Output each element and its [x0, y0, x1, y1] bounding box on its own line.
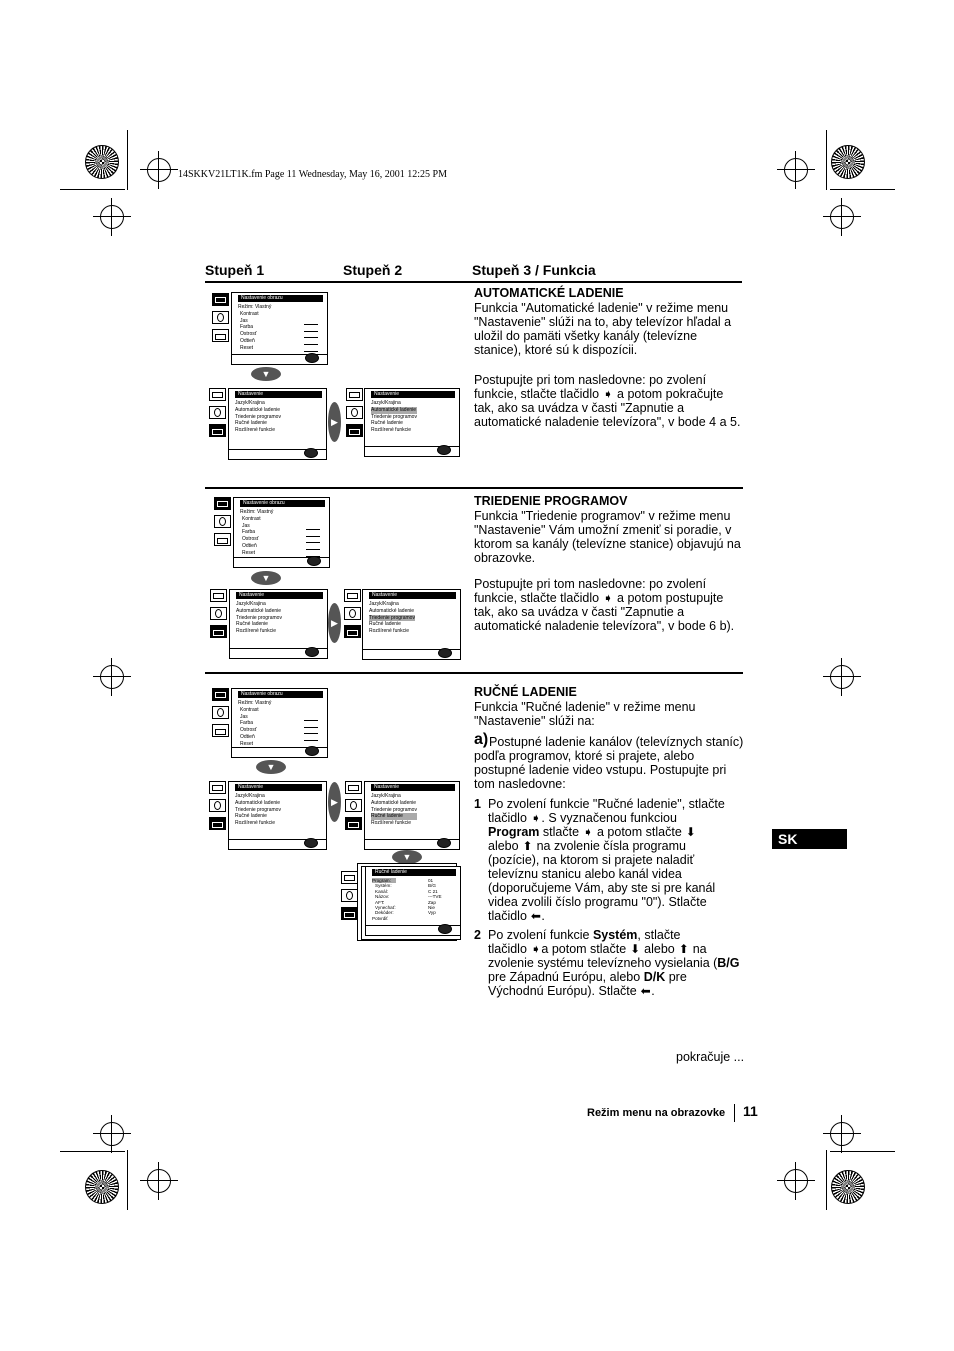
picture-icon: [346, 388, 363, 401]
picture-icon: [212, 293, 229, 306]
right-arrow-icon: ➧: [603, 387, 614, 401]
menu-item: Kanál:: [375, 888, 389, 894]
menu-items: [369, 601, 415, 635]
ok-button-icon: [305, 746, 319, 756]
crop-mark-icon: [60, 189, 125, 190]
ok-button-icon: [305, 353, 319, 363]
clock-icon: [210, 607, 227, 620]
menu-value: Zap: [428, 899, 436, 905]
menu-item: Automatické ladenie: [236, 607, 282, 614]
menu-item: Režim: Vlastný: [240, 509, 274, 515]
column-step2: Stupeň 2: [343, 262, 403, 278]
crop-mark-icon: [830, 1151, 895, 1152]
menu-title: Nastavenie: [371, 784, 455, 791]
ok-button-icon: [438, 924, 452, 934]
menu-item: Kontrast: [240, 310, 259, 317]
print-starburst-mark: [85, 1170, 119, 1204]
menu-item: Kontrast: [240, 706, 259, 713]
text-line: pre Západnú Európu, alebo D/K pre: [488, 970, 687, 984]
menu-items: [240, 509, 273, 557]
continued-note: pokračuje ...: [676, 1050, 745, 1064]
language-tab: SK: [772, 829, 847, 849]
down-arrow-icon: ▼: [251, 571, 281, 585]
slider-column: [304, 318, 318, 352]
toolbox-icon: [210, 625, 227, 638]
right-arrow-icon: ➧: [603, 591, 614, 605]
menu-items: [235, 400, 281, 434]
menu-item: Jazyk/Krajina: [236, 601, 266, 607]
item-a-text: Postupné ladenie kanálov (televíznych staníc) podľa programov, ktoré si prajete, alebo postupné ladenie video vstupu. Postupujte pri tom nasledovne:: [474, 735, 744, 791]
registration-mark-icon: [100, 665, 124, 689]
menu-item: Automatické ladenie: [235, 406, 281, 413]
footer-section-title: Režim menu na obrazovke: [587, 1107, 726, 1119]
picture-icon: [345, 781, 362, 794]
menu-item: Automatické ladenie: [371, 799, 417, 806]
text-line: Po zvolení funkcie "Ručné ladenie", stlačte: [488, 797, 725, 811]
crop-mark-icon: [127, 1150, 128, 1210]
menu-value: Vyp: [428, 910, 436, 916]
toolbox-icon: [344, 625, 361, 638]
toolbox-icon: [212, 724, 229, 737]
slider-column: [306, 523, 320, 557]
picture-settings-menu: [233, 497, 330, 568]
text: Postupujte pri tom nasledovne: po zvolení funkcie, stlačte tlačidlo: [474, 373, 707, 401]
menu-icon-column: [209, 388, 226, 442]
ok-button-icon: [438, 648, 452, 658]
setup-menu: [229, 589, 328, 659]
menu-item: Ručné ladenie: [235, 420, 267, 427]
text-line: zvolenie systému televízneho vysielania (B/G: [488, 956, 740, 970]
left-arrow-icon: ⬅: [640, 984, 651, 998]
menu-values: [428, 878, 442, 916]
menu-item: Jazyk/Krajina: [371, 793, 401, 799]
picture-icon: [210, 589, 227, 602]
down-arrow-icon: ▼: [256, 760, 286, 774]
right-arrow-icon: ➧: [582, 825, 594, 839]
menu-item: Triedenie programov: [371, 413, 417, 420]
menu-item: Odtieň: [242, 542, 257, 549]
manual-tuning-menu: [365, 866, 461, 936]
menu-icon-column: [344, 589, 361, 643]
menu-items: [235, 793, 281, 827]
menu-icon-column: [346, 388, 363, 442]
menu-title: Nastavenie: [236, 592, 323, 599]
menu-value: 01: [428, 878, 434, 883]
menu-item: Rozšírené funkcie: [235, 820, 276, 827]
menu-item: Systém:: [375, 883, 392, 889]
right-arrow-icon: ▶: [328, 402, 341, 442]
setup-menu-selected: [364, 781, 460, 850]
text-line: tlačidlo ⬅.: [488, 909, 545, 923]
menu-title: Nastavenie obrazu: [238, 691, 323, 698]
menu-item: Režim: Vlastný: [238, 304, 272, 310]
footer-divider: [734, 1104, 735, 1122]
menu-item: Rozšírené funkcie: [371, 820, 412, 827]
toolbox-icon: [209, 817, 226, 830]
menu-item: Rozšírené funkcie: [371, 427, 412, 434]
menu-item: Jazyk/Krajina: [235, 793, 265, 799]
clock-icon: [344, 607, 361, 620]
toolbox-icon: [209, 424, 226, 437]
divider: [205, 672, 743, 674]
menu-item: Ostrosť: [242, 536, 259, 543]
menu-item: Odtieň: [240, 337, 255, 344]
menu-icon-column: [209, 781, 226, 835]
toolbox-icon: [212, 329, 229, 342]
toolbox-icon: [214, 533, 231, 546]
text-block: (pozície), na ktorom si prajete naladiť televíznu stanicu alebo kanál videa (doporučujeme Vám, aby ste si pre kanál videa zvolili číslo programu "0"). Stlačte: [488, 853, 716, 909]
print-starburst-mark: [85, 145, 119, 179]
text-line: alebo ⬆ na zvolenie čísla programu: [488, 839, 686, 853]
menu-value: B/G: [428, 883, 436, 889]
picture-icon: [209, 388, 226, 401]
registration-mark-icon: [784, 1169, 808, 1193]
crop-mark-icon: [60, 1151, 125, 1152]
menu-item: Ostrosť: [240, 331, 257, 338]
picture-icon: [214, 497, 231, 510]
clock-icon: [212, 311, 229, 324]
menu-item: AFT:: [375, 899, 385, 905]
menu-items: [371, 793, 417, 827]
menu-item: Ručné ladenie: [236, 621, 268, 628]
step-number: 2: [474, 928, 481, 942]
menu-value: Nie: [428, 905, 435, 911]
menu-title: Nastavenie obrazu: [240, 500, 325, 507]
text-line: Program stlačte ➧ a potom stlačte ⬇: [488, 825, 696, 839]
up-arrow-icon: ⬆: [522, 839, 533, 853]
section-title-program-sorting: TRIEDENIE PROGRAMOV: [474, 494, 628, 508]
step-number: 1: [474, 797, 481, 811]
registration-mark-icon: [100, 205, 124, 229]
section-title-auto-tuning: AUTOMATICKÉ LADENIE: [474, 286, 624, 300]
text-line: tlačidlo ➧. S vyznačenou funkciou: [488, 811, 677, 825]
menu-item: Rozšírené funkcie: [235, 427, 276, 434]
ok-button-icon: [304, 838, 318, 848]
menu-value: C 21: [428, 888, 438, 894]
ok-button-icon: [304, 448, 318, 458]
menu-item: Ručné ladenie: [369, 621, 401, 628]
menu-item: Reset: [242, 549, 256, 556]
menu-item: Názov:: [375, 894, 390, 900]
right-arrow-icon: ▶: [328, 603, 341, 643]
picture-settings-menu: [231, 292, 328, 365]
down-arrow-icon: ▼: [251, 367, 281, 381]
ok-button-icon: [437, 838, 451, 848]
menu-item: Jazyk/Krajina: [235, 400, 265, 406]
registration-mark-icon: [830, 205, 854, 229]
text-line: Východnú Európu). Stlačte ⬅.: [488, 984, 655, 998]
clock-icon: [212, 706, 229, 719]
crop-mark-icon: [826, 130, 827, 190]
menu-item: Reset: [240, 740, 254, 747]
down-arrow-icon: ⬇: [685, 825, 696, 839]
menu-item: Potvrdiť: [372, 915, 389, 921]
crop-mark-icon: [127, 130, 128, 190]
divider: [205, 487, 743, 489]
menu-item: Režim: Vlastný: [238, 700, 272, 706]
menu-items: [238, 700, 271, 748]
menu-labels: [372, 878, 396, 921]
menu-item: Triedenie programov: [236, 614, 282, 621]
right-arrow-icon: ▶: [328, 782, 341, 822]
menu-item: Jas: [240, 317, 248, 324]
text: a potom postupujte tak, ako sa uvádza v časti "Zapnutie a automatické naladenie televízora", v bode 6 b).: [474, 591, 735, 633]
menu-items: [238, 304, 271, 352]
left-arrow-icon: ⬅: [530, 909, 541, 923]
menu-icon-column: [345, 781, 362, 835]
clock-icon: [346, 406, 363, 419]
menu-item: Rozšírené funkcie: [236, 628, 277, 635]
menu-icon-column: [212, 293, 229, 347]
menu-item: Farba: [240, 324, 254, 331]
menu-title: Nastavenie: [369, 592, 456, 599]
clock-icon: [209, 406, 226, 419]
picture-icon: [209, 781, 226, 794]
menu-title: Nastavenie: [371, 391, 455, 398]
section3-intro: Funkcia "Ručné ladenie" v režime menu "Nastavenie" slúži na:: [474, 700, 696, 728]
column-step3: Stupeň 3 / Funkcia: [472, 262, 596, 278]
clock-icon: [341, 889, 358, 902]
clock-icon: [214, 515, 231, 528]
menu-item: Ostrosť: [240, 727, 257, 734]
registration-mark-icon: [100, 1122, 124, 1146]
menu-items: [371, 400, 417, 434]
step2-text: [488, 928, 744, 998]
registration-mark-icon: [830, 665, 854, 689]
menu-title: Nastavenie: [235, 391, 322, 398]
ok-button-icon: [437, 445, 451, 455]
ok-button-icon: [307, 556, 321, 566]
section1-paragraph1: Funkcia "Automatické ladenie" v režime menu "Nastavenie" slúži na to, aby televízor hľadal a uložil do pamäti všetky kanály (televízne stanice), ktoré sú k dispozícii.: [474, 301, 732, 357]
menu-icon-column: [341, 871, 358, 925]
menu-item: Dekóder:: [375, 910, 394, 916]
divider: [205, 281, 742, 283]
menu-title: Nastavenie: [235, 784, 322, 791]
menu-item: Jas: [242, 522, 250, 529]
setup-menu-selected: [362, 589, 461, 660]
setup-menu: [228, 388, 327, 460]
page-number: 11: [743, 1103, 758, 1119]
registration-mark-icon: [830, 1122, 854, 1146]
clock-icon: [345, 799, 362, 812]
up-arrow-icon: ⬆: [678, 942, 689, 956]
section2-paragraph1: Funkcia "Triedenie programov" v režime menu "Nastavenie" Vám umožní zmeniť si poradie, v ktorom sa kanály (televízne stanice) objavujú na obrazovke.: [474, 509, 741, 565]
menu-item: Triedenie programov: [235, 413, 281, 420]
menu-item: Automatické ladenie: [369, 607, 415, 614]
menu-item-selected: Ručné ladenie: [371, 813, 417, 820]
menu-item-selected: Triedenie programov: [369, 614, 415, 621]
section-title-manual-tuning: RUČNÉ LADENIE: [474, 685, 577, 699]
picture-settings-menu: [231, 688, 328, 758]
menu-item: Jas: [240, 713, 248, 720]
setup-menu: [228, 781, 327, 850]
crop-mark-icon: [826, 1150, 827, 1210]
menu-items: [236, 601, 282, 635]
print-starburst-mark: [831, 1170, 865, 1204]
menu-item: Jazyk/Krajina: [371, 400, 401, 406]
text: a potom pokračujte tak, ako sa uvádza v časti "Zapnutie a automatické naladenie televízora", v bode 4 a 5.: [474, 387, 741, 429]
menu-title: Ručné ladenie: [372, 869, 456, 876]
text: Postupujte pri tom nasledovne: po zvolení funkcie, stlačte tlačidlo: [474, 577, 707, 605]
toolbox-icon: [346, 424, 363, 437]
print-starburst-mark: [831, 145, 865, 179]
toolbox-icon: [345, 817, 362, 830]
menu-title: Nastavenie obrazu: [238, 295, 323, 302]
ok-button-icon: [305, 647, 319, 657]
menu-item: Farba: [242, 529, 256, 536]
menu-item: Triedenie programov: [371, 806, 417, 813]
menu-item: Automatické ladenie: [235, 799, 281, 806]
menu-icon-column: [210, 589, 227, 643]
right-arrow-icon: ➧: [530, 942, 541, 956]
menu-value: ---TVE: [428, 894, 442, 900]
menu-item: Kontrast: [242, 515, 261, 522]
section1-paragraph2: [474, 373, 742, 429]
menu-item: Rozšírené funkcie: [369, 628, 410, 635]
file-header: 14SKKV21LT1K.fm Page 11 Wednesday, May 16, 2001 12:25 PM: [178, 169, 447, 180]
text-line: Po zvolení funkcie Systém, stlačte: [488, 928, 681, 942]
menu-item: Odtieň: [240, 733, 255, 740]
menu-item: Ručné ladenie: [371, 420, 403, 427]
registration-mark-icon: [784, 158, 808, 182]
right-arrow-icon: ➧: [530, 811, 541, 825]
picture-icon: [212, 688, 229, 701]
crop-mark-icon: [830, 189, 895, 190]
menu-item: Jazyk/Krajina: [369, 601, 399, 607]
menu-item: Farba: [240, 720, 254, 727]
down-arrow-icon: ⬇: [630, 942, 641, 956]
toolbox-icon: [341, 907, 358, 920]
clock-icon: [209, 799, 226, 812]
registration-mark-icon: [147, 158, 171, 182]
menu-icon-column: [212, 688, 229, 742]
slider-column: [304, 714, 318, 748]
menu-item: Vynechať:: [375, 905, 396, 911]
picture-icon: [344, 589, 361, 602]
menu-icon-column: [214, 497, 231, 551]
setup-menu-selected: [364, 388, 460, 457]
column-step1: Stupeň 1: [205, 262, 265, 278]
item-a-label: a): [474, 731, 489, 748]
down-arrow-icon: ▼: [392, 850, 422, 864]
menu-item: Reset: [240, 344, 254, 351]
section2-paragraph2: [474, 577, 744, 633]
text-line: tlačidlo ➧a potom stlačte ⬇ alebo ⬆ na: [488, 942, 707, 956]
menu-item-selected: Program:: [372, 878, 396, 883]
picture-icon: [341, 871, 358, 884]
step1-text: [488, 797, 744, 923]
registration-mark-icon: [147, 1169, 171, 1193]
menu-item: Ručné ladenie: [235, 813, 267, 820]
menu-item: Triedenie programov: [235, 806, 281, 813]
menu-item-selected: Automatické ladenie: [371, 406, 417, 413]
